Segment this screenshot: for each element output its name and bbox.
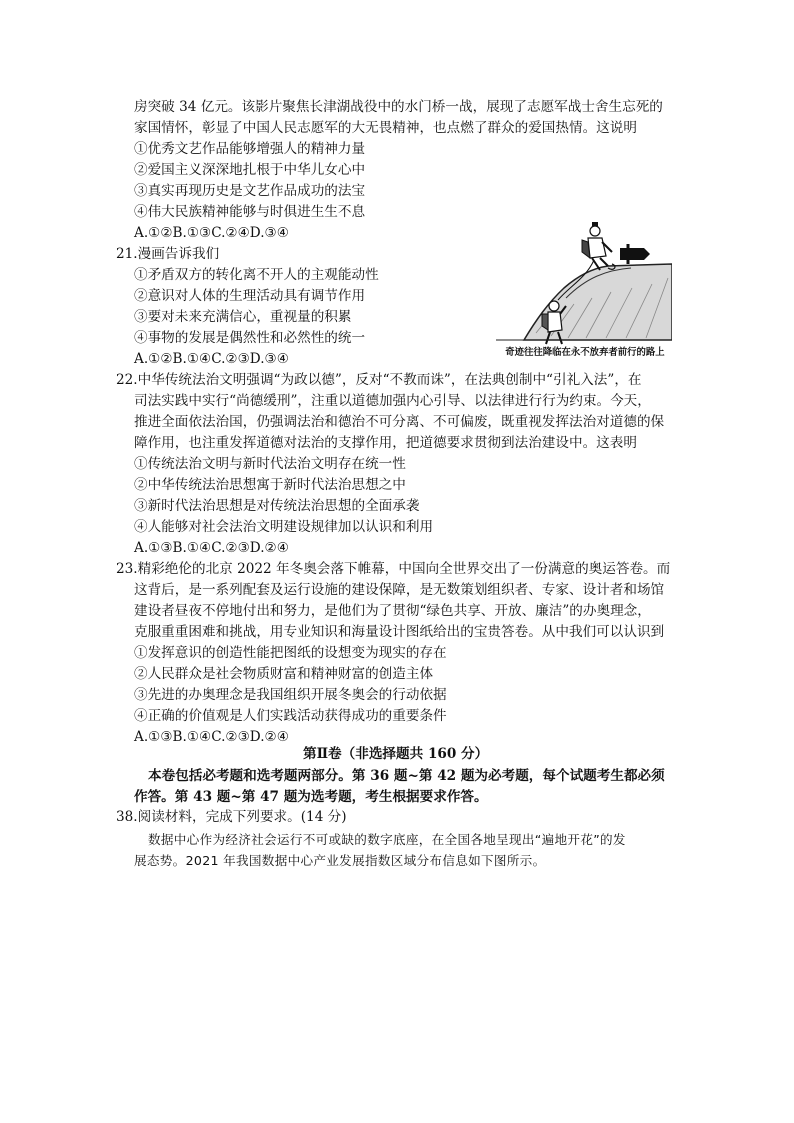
part2-instruction-line-1: 本卷包括必考题和选考题两部分。第 36 题~第 42 题为必考题，每个试题考生都必须 — [148, 768, 665, 784]
q23-answer-choices: A.①③B.①④C.②③D.②④ — [134, 729, 289, 745]
q23-stem-line-1: 23.精彩绝伦的北京 2022 年冬奥会落下帷幕，中国向全世界交出了一份满意的奥运答卷。而 — [116, 561, 671, 577]
q22-option-4: ④人能够对社会法治文明建设规律加以认识和利用 — [134, 519, 434, 535]
q20-stem-line-1: 房突破 34 亿元。该影片聚焦长津湖战役中的水门桥一战，展现了志愿军战士舍生忘死的 — [134, 99, 663, 115]
q22-option-3: ③新时代法治思想是对传统法治思想的全面承袭 — [134, 498, 420, 514]
q22-stem-line-3: 推进全面依法治国，仍强调法治和德治不可分离、不可偏废，既重视发挥法治对道德的保 — [134, 414, 665, 430]
q22-option-2: ②中华传统法治思想寓于新时代法治思想之中 — [134, 477, 406, 493]
q23-stem-line-3: 建设者昼夜不停地付出和努力，是他们为了贯彻“绿色共享、开放、廉洁”的办奥理念， — [134, 603, 651, 619]
q20-option-4: ④伟大民族精神能够与时俱进生生不息 — [134, 204, 366, 220]
q22-stem-line-2: 司法实践中实行“尚德缓刑”，注重以道德加强内心引导、以法律进行行为约束。今天， — [134, 393, 651, 409]
cartoon-illustration — [496, 208, 672, 358]
q22-option-1: ①传统法治文明与新时代法治文明存在统一性 — [134, 456, 406, 472]
q20-option-2: ②爱国主义深深地扎根于中华儿女心中 — [134, 162, 366, 178]
q23-option-2: ②人民群众是社会物质财富和精神财富的创造主体 — [134, 666, 434, 682]
q20-option-3: ③真实再现历史是文艺作品成功的法宝 — [134, 183, 366, 199]
q21-option-2: ②意识对人体的生理活动具有调节作用 — [134, 288, 366, 304]
q38-material-line-1: 数据中心作为经济社会运行不可或缺的数字底座，在全国各地呈现出“遍地开花”的发 — [148, 832, 626, 847]
q21-answer-choices: A.①②B.①④C.②③D.③④ — [134, 351, 289, 367]
q23-option-1: ①发挥意识的创造性能把图纸的设想变为现实的存在 — [134, 645, 447, 661]
q38-material-line-2: 展态势。2021 年我国数据中心产业发展指数区域分布信息如下图所示。 — [134, 853, 546, 868]
q23-option-3: ③先进的办奥理念是我国组织开展冬奥会的行动依据 — [134, 687, 447, 703]
q22-stem-line-1: 22.中华传统法治文明强调“为政以德”，反对“不教而诛”，在法典创制中“引礼入法”，在 — [116, 372, 642, 388]
part2-instruction-line-2: 作答。第 43 题~第 47 题为选考题，考生根据要求作答。 — [134, 789, 488, 805]
q20-answer-choices: A.①②B.①③C.②④D.③④ — [134, 225, 289, 241]
part2-title: 第Ⅱ卷（非选择题共 160 分） — [303, 746, 489, 762]
q23-option-4: ④正确的价值观是人们实践活动获得成功的重要条件 — [134, 708, 447, 724]
q23-stem-line-4: 克服重重困难和挑战，用专业知识和海量设计图纸给出的宝贵答卷。从中我们可以认识到 — [134, 624, 665, 640]
q20-stem-line-2: 家国情怀，彰显了中国人民志愿军的大无畏精神，也点燃了群众的爱国热情。这说明 — [134, 120, 637, 136]
q22-stem-line-4: 障作用，也注重发挥道德对法治的支撑作用，把道德要求贯彻到法治建设中。这表明 — [134, 435, 637, 451]
q21-option-4: ④事物的发展是偶然性和必然性的统一 — [134, 330, 366, 346]
q21-stem: 21.漫画告诉我们 — [116, 246, 220, 262]
cartoon-caption: 奇迹往往降临在永不放弃者前行的路上 — [505, 347, 665, 358]
q20-option-1: ①优秀文艺作品能够增强人的精神力量 — [134, 141, 366, 157]
q22-answer-choices: A.①③B.①④C.②③D.②④ — [134, 540, 289, 556]
q21-option-1: ①矛盾双方的转化离不开人的主观能动性 — [134, 267, 379, 283]
q21-option-3: ③要对未来充满信心，重视量的积累 — [134, 309, 352, 325]
q23-stem-line-2: 这背后，是一系列配套及运行设施的建设保障，是无数策划组织者、专家、设计者和场馆 — [134, 582, 665, 598]
q38-stem: 38.阅读材料，完成下列要求。(14 分) — [116, 809, 347, 825]
